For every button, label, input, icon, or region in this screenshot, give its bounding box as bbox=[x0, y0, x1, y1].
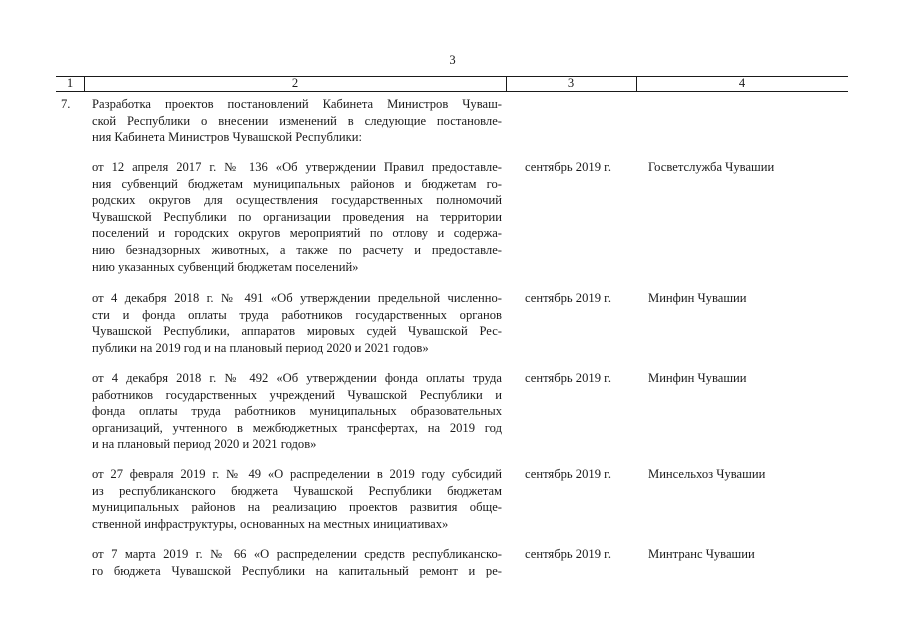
resolution-item bbox=[92, 159, 502, 275]
deadline: сентябрь 2019 г. bbox=[525, 291, 612, 305]
text-line: Чувашской Республики по организации проведения на территории bbox=[92, 209, 502, 224]
text-line: от 7 марта 2019 г. № 66 «О распределении средств республиканско- bbox=[92, 547, 502, 561]
row-number: 7. bbox=[61, 97, 71, 111]
responsible-org: Минфин Чувашии bbox=[648, 291, 747, 305]
responsible-org: Госветслужба Чувашии bbox=[648, 160, 775, 174]
text-line: фонда оплаты труда работников муниципальных образовательных bbox=[92, 404, 502, 419]
header-col-2: 2 bbox=[291, 76, 299, 90]
text-line: и на плановый период 2020 и 2021 годов» bbox=[92, 437, 317, 452]
text-line: от 4 декабря 2018 г. № 491 «Об утверждении предельной численно- bbox=[92, 291, 502, 305]
resolution-item bbox=[92, 370, 502, 453]
text-line: от 27 февраля 2019 г. № 49 «О распределении в 2019 году субсидий bbox=[92, 467, 502, 481]
text-line: публики на 2019 год и на плановый период 2020 и 2021 годов» bbox=[92, 340, 429, 355]
text-line: Чувашской Республики, аппаратов мировых судей Чувашской Рес- bbox=[92, 324, 502, 339]
page-number: 3 bbox=[449, 53, 456, 67]
text-line: ской Республики о внесении изменений в следующие постановле- bbox=[92, 113, 502, 128]
resolution-item bbox=[92, 546, 502, 579]
text-line: ния Кабинета Министров Чувашской Республики: bbox=[92, 130, 362, 145]
resolution-item bbox=[92, 466, 502, 532]
deadline: сентябрь 2019 г. bbox=[525, 160, 612, 174]
text-line: от 12 апреля 2017 г. № 136 «Об утверждении Правил предоставле- bbox=[92, 160, 502, 174]
text-line: нию безнадзорных животных, а также по расчету и предоставле- bbox=[92, 242, 502, 257]
table-header-row bbox=[56, 76, 848, 92]
text-line: из республиканского бюджета Чувашской Республики бюджетам bbox=[92, 483, 502, 498]
text-line: организаций, учтенного в межбюджетных трансфертах, на 2019 год bbox=[92, 420, 502, 435]
deadline: сентябрь 2019 г. bbox=[525, 467, 612, 481]
text-line: го бюджета Чувашской Республики на капитальный ремонт и ре- bbox=[92, 563, 502, 578]
row-intro-text bbox=[92, 96, 502, 146]
text-line: сти и фонда оплаты труда работников государственных органов bbox=[92, 307, 502, 322]
resolution-item bbox=[92, 290, 502, 356]
text-line: родских округов для осуществления государственных полномочий bbox=[92, 193, 502, 208]
text-line: поселений и городских округов мероприятий по отлову и содержа- bbox=[92, 226, 502, 241]
text-line: муниципальных районов на реализацию проектов развития обще- bbox=[92, 500, 502, 515]
deadline: сентябрь 2019 г. bbox=[525, 371, 612, 385]
header-col-3: 3 bbox=[567, 76, 575, 90]
text-line: работников государственных учреждений Чувашской Республики и bbox=[92, 387, 502, 402]
responsible-org: Минсельхоз Чувашии bbox=[648, 467, 766, 481]
header-col-1: 1 bbox=[66, 76, 74, 90]
deadline: сентябрь 2019 г. bbox=[525, 547, 612, 561]
responsible-org: Минфин Чувашии bbox=[648, 371, 747, 385]
header-col-4: 4 bbox=[738, 76, 746, 90]
responsible-org: Минтранс Чувашии bbox=[648, 547, 755, 561]
text-line: нию указанных субвенций бюджетам поселений» bbox=[92, 259, 359, 274]
text-line: ния субвенций бюджетам муниципальных районов и бюджетам го- bbox=[92, 176, 502, 191]
text-line: от 4 декабря 2018 г. № 492 «Об утверждении фонда оплаты труда bbox=[92, 371, 502, 385]
text-line: Разработка проектов постановлений Кабинета Министров Чуваш- bbox=[92, 97, 502, 111]
text-line: ственной инфраструктуры, основанных на местных инициативах» bbox=[92, 516, 449, 531]
